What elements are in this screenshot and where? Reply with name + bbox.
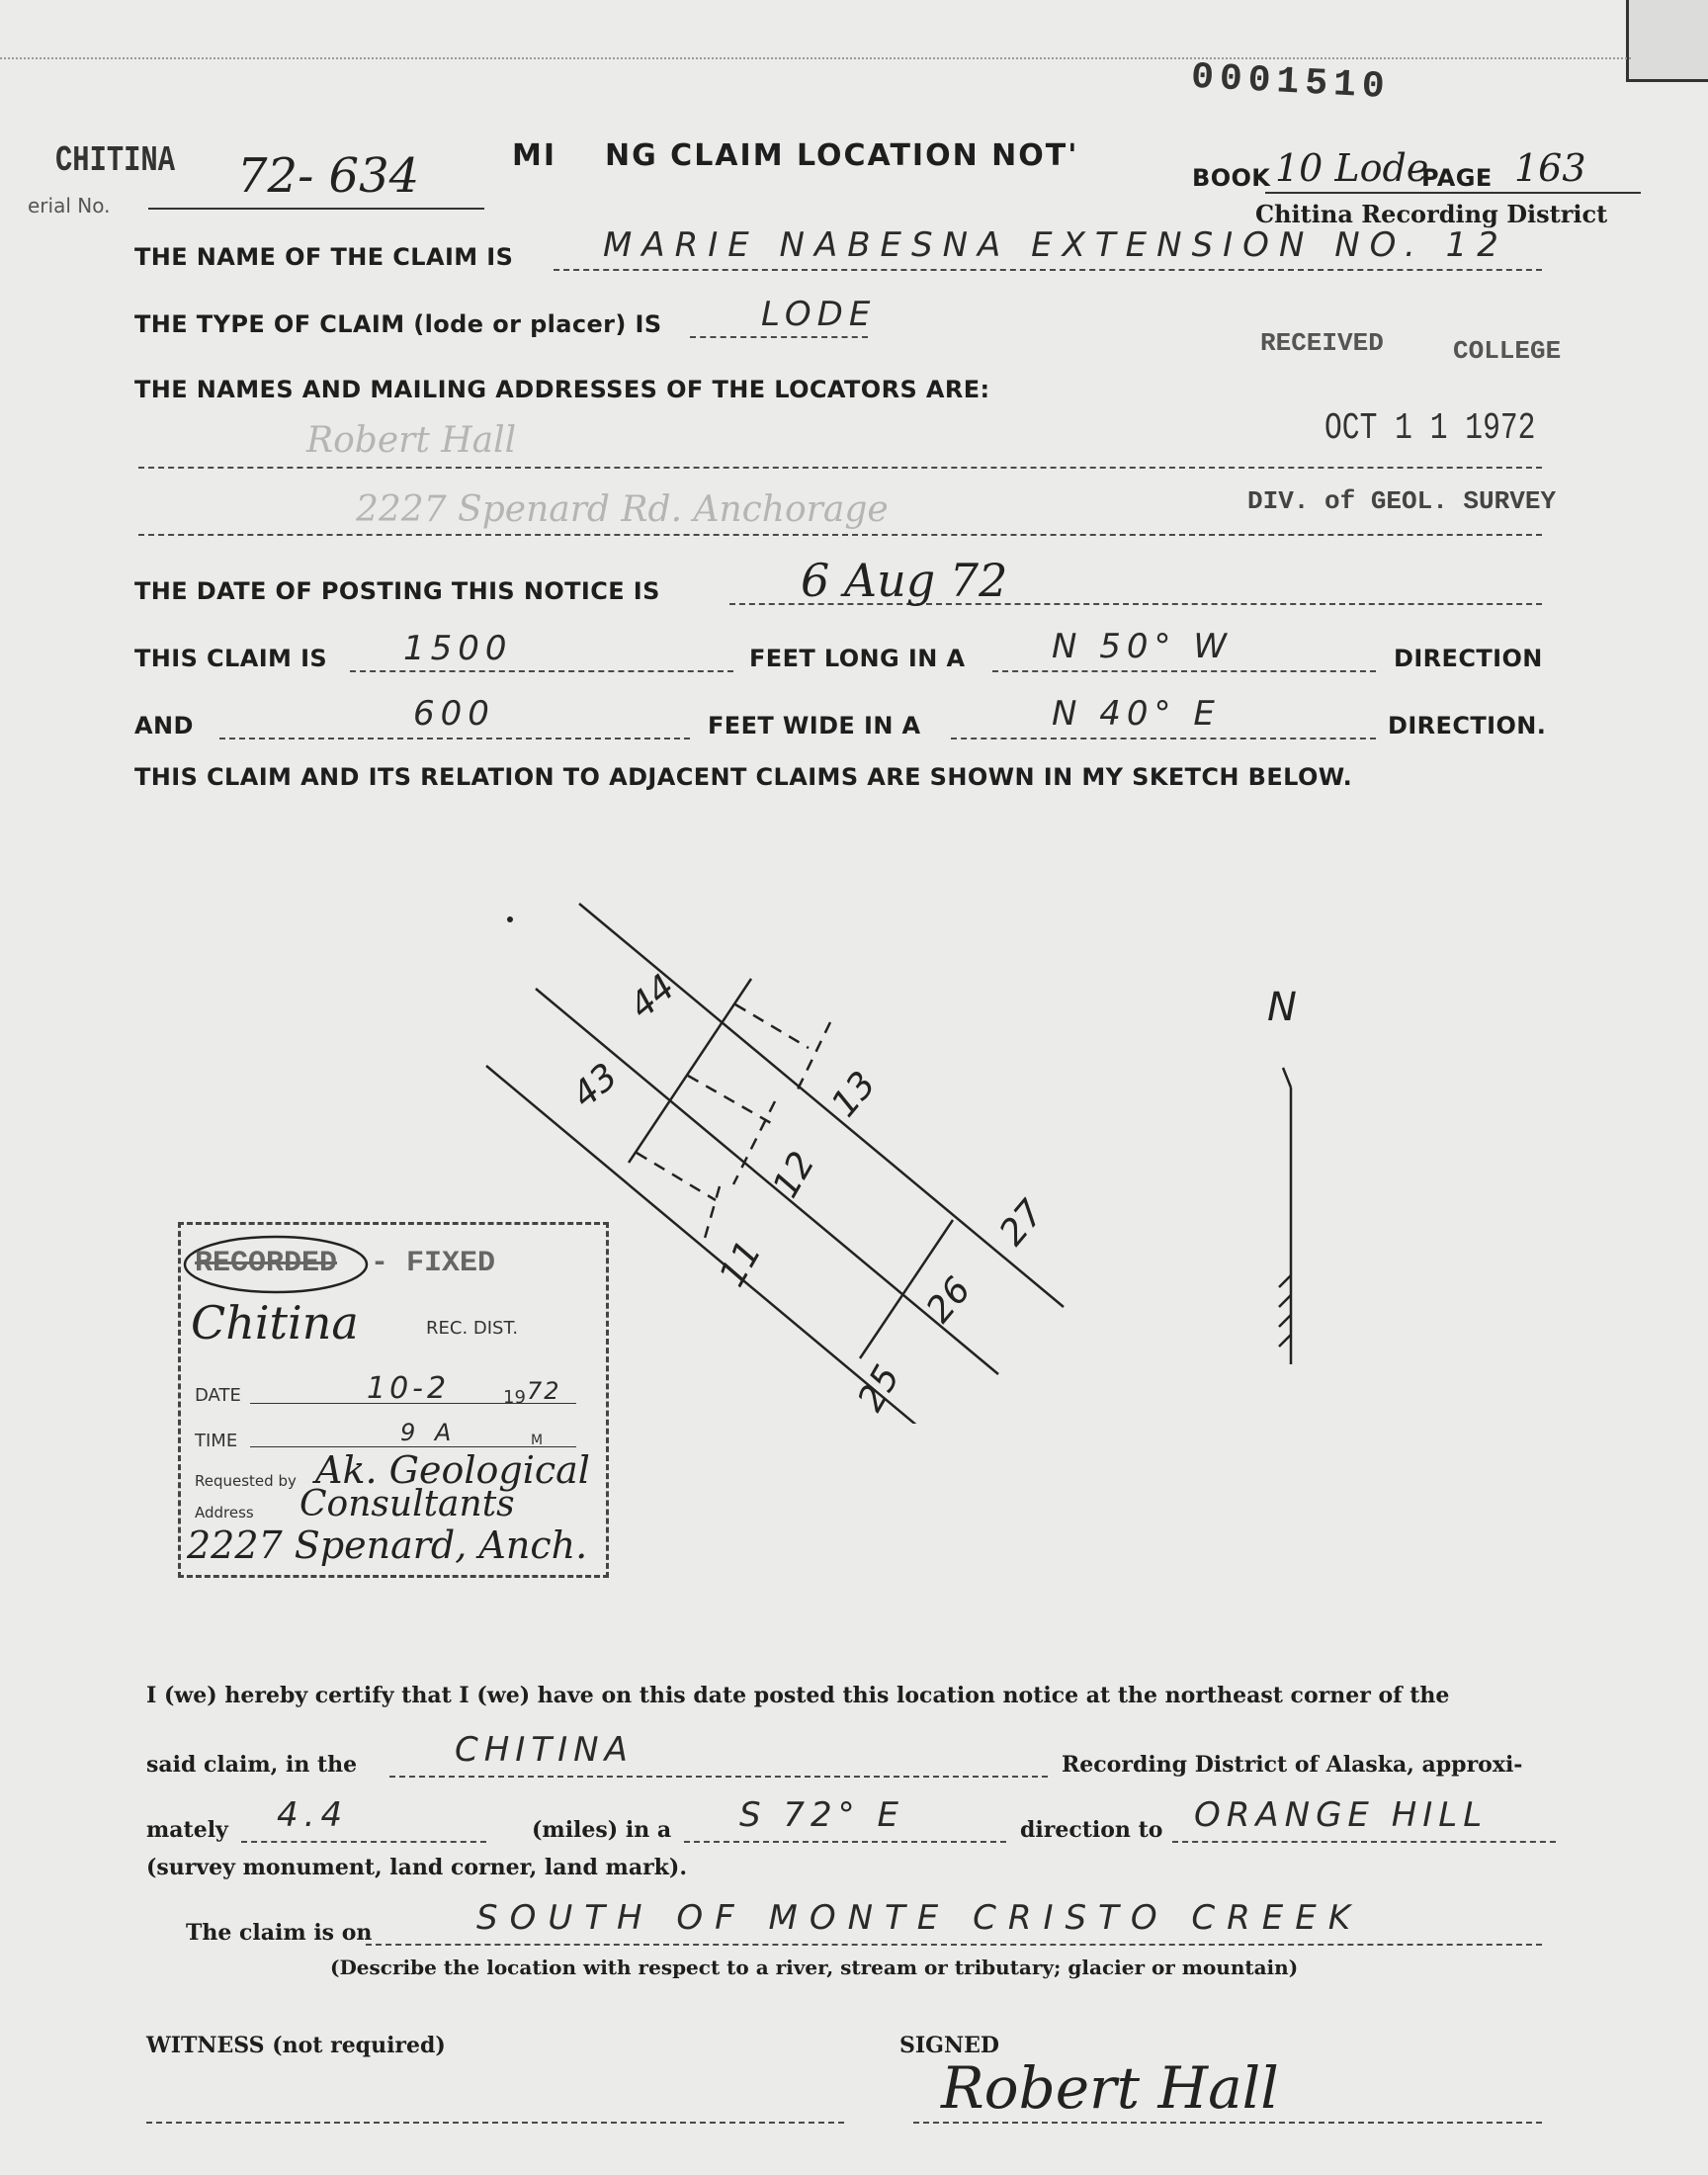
address-value-2: 2227 Spenard, Anch.	[187, 1523, 588, 1567]
recorded-year-label: 19	[503, 1387, 526, 1408]
signed-label: SIGNED	[899, 2033, 999, 2058]
recording-district-label: Recording District of Alaska, approxi-	[1062, 1752, 1523, 1778]
certification-text: I (we) hereby certify that I (we) have on this date posted this location notice at the northeast corner of the	[146, 1683, 1450, 1708]
form-title-part2: NG CLAIM LOCATION NOT'	[605, 138, 1079, 173]
posting-date-label: THE DATE OF POSTING THIS NOTICE IS	[134, 577, 660, 605]
location-value: SOUTH OF MONTE CRISTO CREEK	[476, 1898, 1363, 1938]
recorded-time-line	[250, 1446, 576, 1447]
wide-direction-value: N 40° E	[1052, 694, 1221, 734]
feet-long-label: FEET LONG IN A	[749, 645, 966, 672]
claim-type-value: LODE	[761, 295, 877, 334]
locator-line-1	[138, 467, 1542, 469]
certification-direction-value: S 72° E	[739, 1795, 904, 1835]
sketch-dashed-line-4	[797, 1022, 830, 1091]
sketch-claim-label: 26	[918, 1269, 980, 1331]
locator-address-faded: 2227 Spenard Rd. Anchorage	[356, 489, 889, 530]
signature-line	[913, 2122, 1542, 2124]
miles-line	[241, 1841, 486, 1843]
locator-name-faded: Robert Hall	[306, 420, 517, 461]
received-stamp-line1: RECEIVED	[1260, 328, 1384, 358]
sketch-boundary-line-1	[579, 904, 1064, 1307]
book-label: BOOK	[1192, 164, 1271, 192]
claim-is-on-label: The claim is on	[186, 1920, 373, 1946]
page-label: PAGE	[1421, 164, 1493, 192]
sketch-label: THIS CLAIM AND ITS RELATION TO ADJACENT CLAIMS ARE SHOWN IN MY SKETCH BELOW.	[134, 763, 1353, 791]
landmark-caption: (survey monument, land corner, land mark).	[146, 1855, 687, 1880]
and-label: AND	[134, 712, 194, 740]
recorded-stamp	[178, 1222, 609, 1578]
width-line	[219, 738, 690, 740]
width-value: 600	[413, 694, 495, 734]
direction-label: DIRECTION	[1394, 645, 1543, 672]
certification-direction-line	[684, 1841, 1006, 1843]
claim-name-label: THE NAME OF THE CLAIM IS	[134, 243, 514, 271]
serial-underline	[148, 208, 484, 210]
mately-label: mately	[146, 1817, 228, 1843]
locators-label: THE NAMES AND MAILING ADDRESSES OF THE LOCATORS ARE:	[134, 376, 990, 403]
requested-by-value: Ak. Geological	[315, 1448, 590, 1492]
landmark-line	[1172, 1841, 1556, 1843]
long-direction-line	[992, 670, 1376, 672]
received-stamp-date: OCT 1 1 1972	[1324, 407, 1536, 450]
posting-date-value: 6 Aug 72	[801, 554, 1008, 607]
feet-wide-label: FEET WIDE IN A	[708, 712, 921, 740]
serial-value: 72- 634	[237, 148, 420, 204]
address-value-1: Consultants	[299, 1484, 515, 1524]
top-perforation-line	[0, 57, 1631, 59]
claim-name-value: MARIE NABESNA EXTENSION NO. 12	[603, 225, 1508, 265]
claim-is-label: THIS CLAIM IS	[134, 645, 328, 672]
recorded-time-suffix: M	[531, 1433, 544, 1448]
recorded-word: RECORDED	[195, 1247, 338, 1280]
claim-type-line	[690, 336, 868, 338]
certification-district-value: CHITINA	[455, 1730, 634, 1770]
received-stamp-line2: COLLEGE	[1453, 336, 1562, 366]
sketch-dashed-line-3	[637, 1153, 716, 1200]
miles-value: 4.4	[277, 1795, 349, 1835]
sketch-claim-label: 11	[712, 1234, 770, 1294]
form-title-part1: MI	[512, 138, 557, 173]
direction-to-label: direction to	[1020, 1817, 1163, 1843]
requested-by-label: Requested by	[195, 1472, 297, 1490]
locator-line-2	[138, 534, 1542, 536]
page-corner-tab	[1626, 0, 1708, 82]
landmark-value: ORANGE HILL	[1194, 1795, 1489, 1835]
received-stamp-line3: DIV. of GEOL. SURVEY	[1247, 486, 1557, 516]
book-page-underline	[1265, 192, 1641, 194]
signature: Robert Hall	[941, 2054, 1279, 2122]
wide-direction-line	[951, 738, 1376, 740]
sketch-claim-label: 12	[765, 1145, 823, 1205]
length-value: 1500	[403, 629, 513, 668]
district-caption: Chitina Recording District	[1255, 200, 1608, 228]
witness-line	[146, 2122, 844, 2124]
claim-type-label: THE TYPE OF CLAIM (lode or placer) IS	[134, 310, 662, 338]
recorded-date-value: 10-2	[367, 1371, 451, 1406]
miles-label: (miles) in a	[532, 1817, 672, 1843]
document-number: 0001510	[1190, 55, 1392, 110]
location-line	[366, 1944, 1542, 1946]
address-label: Address	[195, 1504, 254, 1522]
serial-label: erial No.	[28, 194, 111, 218]
north-arrow	[1255, 979, 1334, 1374]
north-label: N	[1267, 985, 1297, 1030]
location-caption: (Describe the location with respect to a river, stream or tributary; glacier or mountain)	[330, 1956, 1299, 1979]
fixed-word: - FIXED	[371, 1247, 496, 1280]
said-claim-label: said claim, in the	[146, 1752, 358, 1778]
recorded-district-value: Chitina	[191, 1296, 359, 1349]
sketch-claim-label: 27	[991, 1192, 1053, 1254]
sketch-dashed-line-2	[688, 1076, 771, 1123]
recorded-date-label: DATE	[195, 1385, 241, 1406]
direction-label-2: DIRECTION.	[1388, 712, 1547, 740]
sketch-claim-label: 13	[823, 1064, 885, 1125]
district-line	[389, 1776, 1048, 1778]
long-direction-value: N 50° W	[1052, 627, 1233, 666]
book-value: 10 Lode	[1275, 146, 1429, 190]
page-value: 163	[1514, 146, 1586, 190]
recorded-year-value: 72	[527, 1377, 561, 1405]
sketch-claim-label: 44	[622, 967, 683, 1027]
sketch-claim-label: 25	[850, 1358, 908, 1419]
recorded-time-value: 9 A	[400, 1419, 458, 1446]
witness-label: WITNESS (not required)	[146, 2033, 446, 2058]
sketch-dashed-line-6	[704, 1186, 720, 1242]
district-stamp: CHITINA	[55, 140, 175, 181]
recorded-time-label: TIME	[195, 1431, 238, 1451]
sketch-corner-dot	[507, 916, 513, 922]
length-line	[350, 670, 733, 672]
recorded-district-label: REC. DIST.	[426, 1318, 519, 1339]
claim-name-line	[554, 269, 1542, 271]
sketch-claim-label: 43	[564, 1056, 626, 1116]
